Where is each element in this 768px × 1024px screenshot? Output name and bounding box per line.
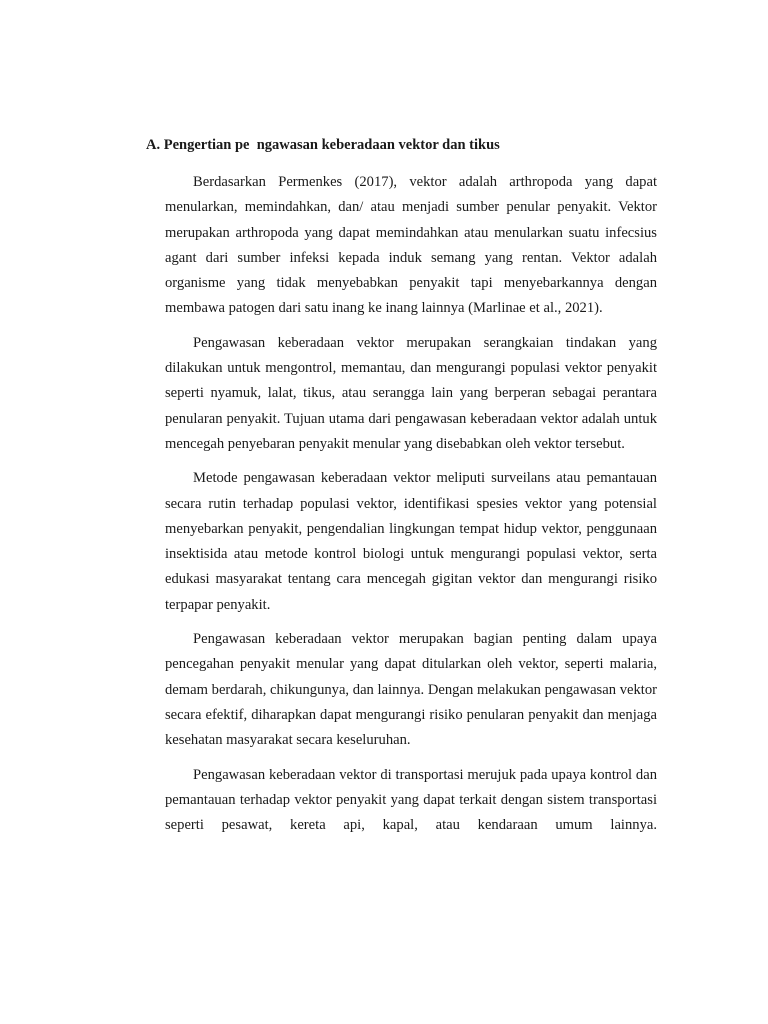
- paragraph: Pengawasan keberadaan vektor di transportasi merujuk pada upaya kontrol dan pemantauan terhadap vektor penyakit yang dapat terkait dengan sistem transportasi seperti pesawat, kereta api, kapal, atau kendaraan umum lainnya.: [165, 766, 657, 834]
- section-heading: A. Pengertian pe ngawasan keberadaan vektor dan tikus: [146, 137, 500, 153]
- paragraph: Metode pengawasan keberadaan vektor meliputi surveilans atau pemantauan secara rutin terhadap populasi vektor, identifikasi spesies vektor yang potensial menyebarkan penyakit, pengendalian lingkungan tempat hidup vektor, penggunaan insektisida atau metode kontrol biologi untuk mengurangi populasi vektor, serta edukasi masyarakat tentang cara mencegah gigitan vektor dan mengurangi risiko terpapar penyakit.: [165, 470, 657, 613]
- paragraph: Pengawasan keberadaan vektor merupakan serangkaian tindakan yang dilakukan untuk mengontrol, memantau, dan mengurangi populasi vektor penyakit seperti nyamuk, lalat, tikus, atau serangga lain yang berperan sebagai perantara penularan penyakit. Tujuan utama dari pengawasan keberadaan vektor adalah untuk mencegah penyebaran penyakit menular yang disebabkan oleh vektor tersebut.: [165, 334, 657, 452]
- body-text: [165, 170, 657, 847]
- paragraph: Pengawasan keberadaan vektor merupakan bagian penting dalam upaya pencegahan penyakit menular yang dapat ditularkan oleh vektor, seperti malaria, demam berdarah, chikungunya, dan lainnya. Dengan melakukan pengawasan vektor secara efektif, diharapkan dapat mengurangi risiko penularan penyakit dan menjaga kesehatan masyarakat secara keseluruhan.: [165, 631, 657, 749]
- paragraph: Berdasarkan Permenkes (2017), vektor adalah arthropoda yang dapat menularkan, memindahkan, dan/ atau menjadi sumber penular penyakit. Vektor merupakan arthropoda yang dapat memindahkan atau menularkan suatu infecsius agant dari sumber infeksi kepada induk semang yang rentan. Vektor adalah organisme yang tidak menyebabkan penyakit tapi menyebarkannya dengan membawa patogen dari satu inang ke inang lainnya (Marlinae et al., 2021).: [165, 174, 657, 317]
